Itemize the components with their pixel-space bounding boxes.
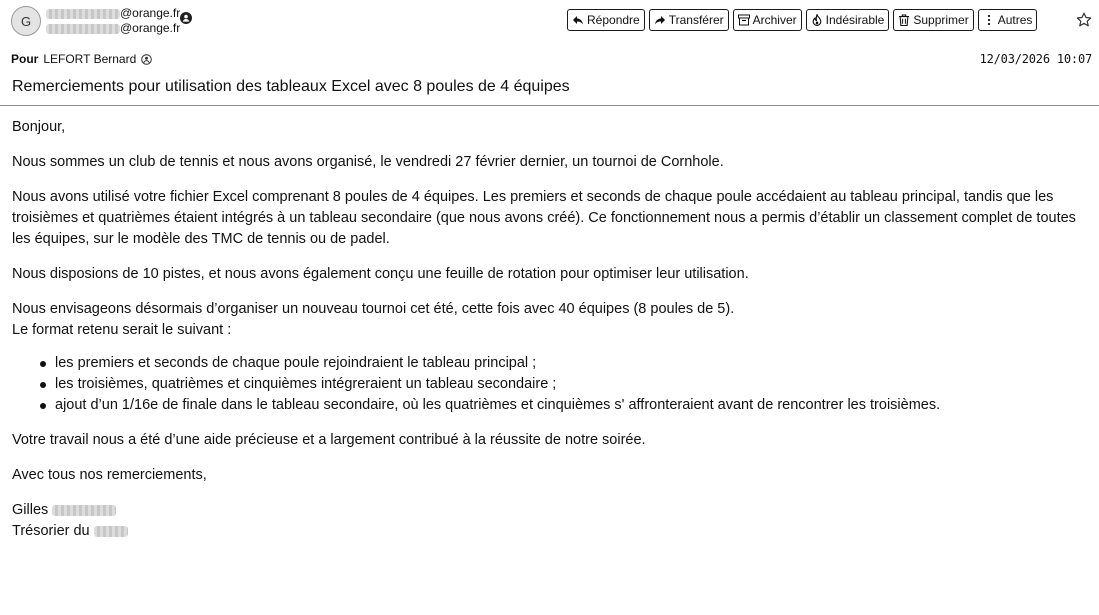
- more-button[interactable]: [978, 9, 1038, 31]
- signature-name-line: [12, 500, 1096, 521]
- contact-icon[interactable]: [180, 12, 192, 24]
- contact-status-icon[interactable]: [141, 54, 152, 65]
- redacted-text: [46, 24, 120, 34]
- reply-label: Répondre: [587, 13, 640, 27]
- message-body: [12, 117, 1096, 542]
- avatar-letter: G: [20, 13, 32, 29]
- paragraph-1: Nous sommes un club de tennis et nous avons organisé, le vendredi 27 février dernier, un tournoi de Cornhole.: [12, 154, 724, 170]
- forward-icon: [654, 14, 666, 26]
- redacted-text: [94, 526, 128, 537]
- more-label: Autres: [997, 13, 1033, 27]
- sender-domain-secondary: @orange.fr: [120, 21, 181, 35]
- forward-button[interactable]: [649, 9, 729, 31]
- paragraph-4-line-1: Nous envisageons désormais d’organiser un nouveau tournoi cet été, cette fois avec 40 équipes (8 poules de 5).: [12, 301, 735, 317]
- message-subject: Remerciements pour utilisation des tableaux Excel avec 8 poules de 4 équipes: [12, 78, 570, 95]
- redacted-text: [52, 505, 116, 516]
- closing: Avec tous nos remerciements,: [12, 467, 207, 483]
- signature: [12, 500, 1096, 542]
- signature-title-line: [12, 521, 1096, 542]
- reply-icon: [572, 14, 584, 26]
- star-icon[interactable]: [1076, 12, 1092, 28]
- delete-button[interactable]: [893, 9, 973, 31]
- junk-button[interactable]: [806, 9, 890, 31]
- paragraph-4-line-2: Le format retenu serait le suivant :: [12, 322, 232, 338]
- archive-label: Archiver: [752, 13, 797, 27]
- recipient-name[interactable]: LEFORT Bernard: [43, 52, 137, 66]
- delete-label: Supprimer: [913, 13, 969, 27]
- to-label: Pour: [11, 52, 39, 66]
- sender-address[interactable]: [46, 6, 180, 20]
- format-list: [12, 353, 1096, 416]
- message-toolbar: [567, 9, 1037, 31]
- message-header: [0, 0, 1099, 106]
- list-item: les premiers et seconds de chaque poule rejoindraient le tableau principal ;: [55, 353, 1096, 374]
- sender-address-secondary[interactable]: [46, 21, 180, 35]
- paragraph-5: Votre travail nous a été d’une aide précieuse et a largement contribué à la réussite de notre soirée.: [12, 432, 646, 448]
- signature-title: Trésorier du: [12, 523, 90, 539]
- junk-label: Indésirable: [825, 13, 885, 27]
- list-item: les troisièmes, quatrièmes et cinquièmes intégreraient un tableau secondaire ;: [55, 374, 1096, 395]
- greeting: Bonjour,: [12, 119, 66, 135]
- signature-name: Gilles: [12, 502, 49, 518]
- paragraph-3: Nous disposions de 10 pistes, et nous avons également conçu une feuille de rotation pour optimiser leur utilisation.: [12, 266, 749, 282]
- more-icon: [983, 14, 995, 26]
- paragraph-2: Nous avons utilisé votre fichier Excel comprenant 8 poules de 4 équipes. Les premiers et seconds de chaque poule accédaient au tableau principal, tandis que les troisièmes et quatrièmes étaient intégrés à un tableau secondaire (que nous avons créé). Ce fonctionnement nous a permis d’établir un classement complet de toutes les équipes, sur le modèle des TMC de tennis ou de padel.: [12, 189, 1076, 247]
- header-divider: [0, 105, 1099, 106]
- list-item: ajout d’un 1/16e de finale dans le tableau secondaire, où les quatrièmes et cinquièmes s' affronteraient avant de rencontrer les troisièmes.: [55, 395, 1096, 416]
- archive-icon: [738, 14, 750, 26]
- message-date: 12/03/2026 10:07: [979, 52, 1092, 66]
- flame-icon: [811, 14, 823, 26]
- recipient-row: [11, 52, 152, 66]
- redacted-text: [46, 9, 120, 19]
- archive-button[interactable]: [733, 9, 802, 31]
- forward-label: Transférer: [668, 13, 724, 27]
- reply-button[interactable]: [567, 9, 645, 31]
- paragraph-4: [12, 299, 1096, 341]
- trash-icon: [898, 14, 910, 26]
- sender-domain: @orange.fr: [120, 6, 181, 20]
- sender-avatar[interactable]: [11, 6, 41, 36]
